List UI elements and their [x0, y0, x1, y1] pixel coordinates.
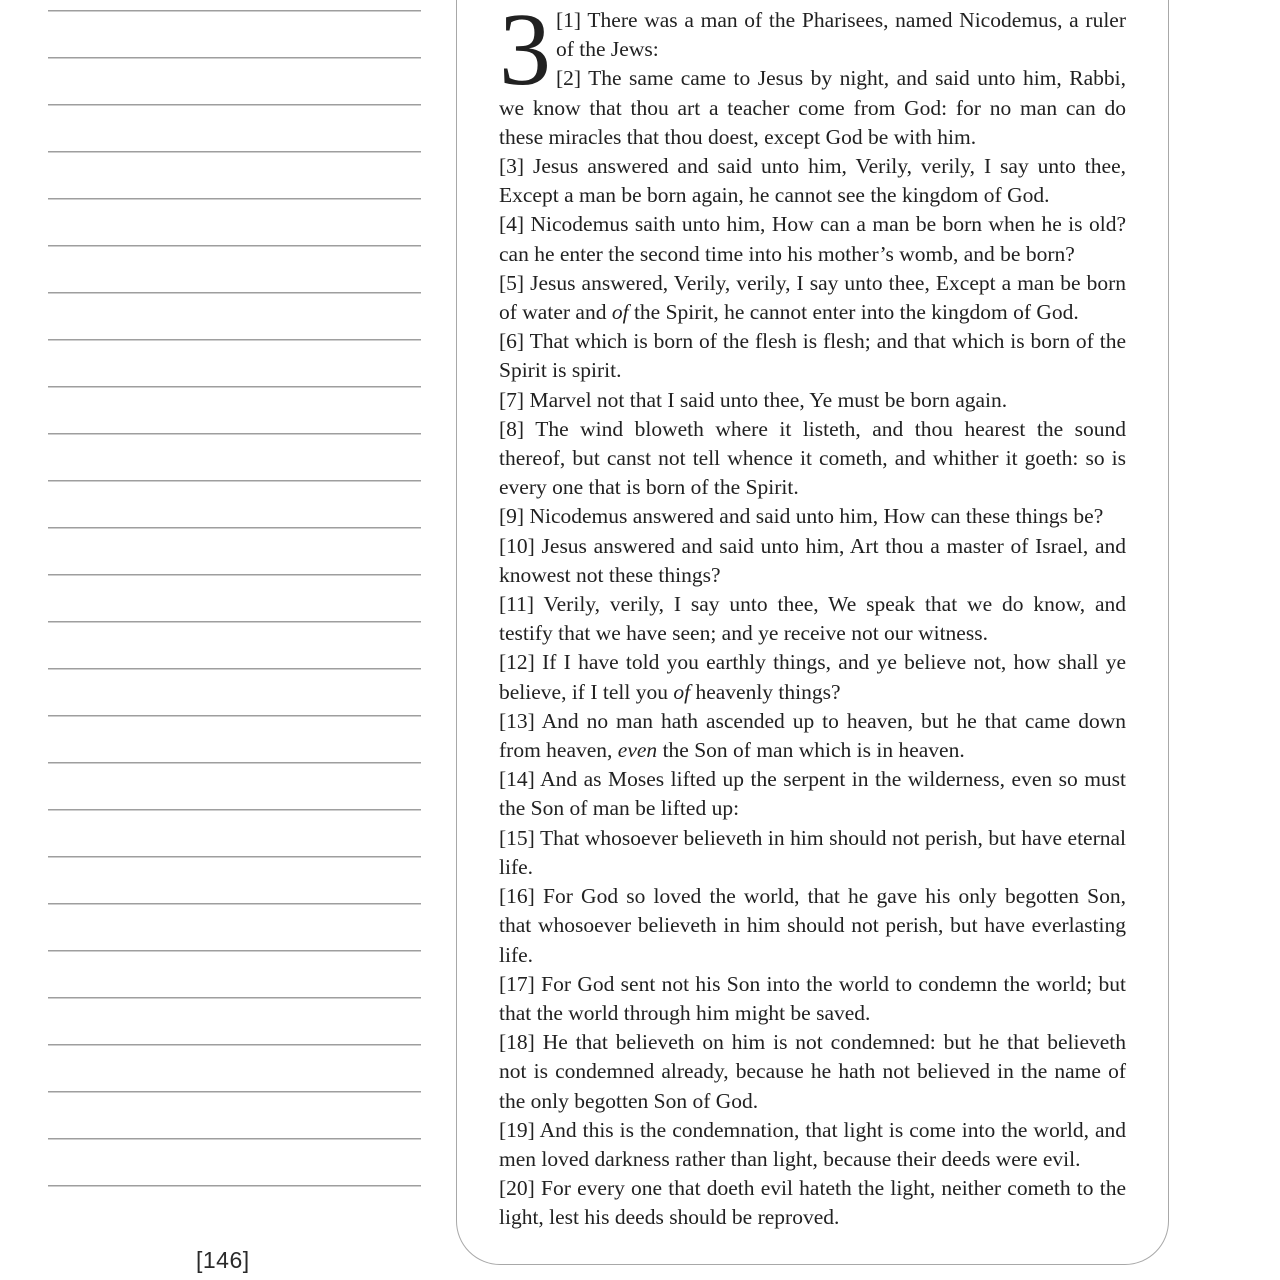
verse-number: [2]: [556, 66, 589, 91]
verse-19: [499, 1116, 1126, 1174]
verse-number: [11]: [499, 592, 544, 617]
verse-number: [10]: [499, 533, 542, 558]
verse-4: [499, 210, 1126, 268]
verse-text: Verily, verily, I say unto thee, We speak that we do know, and testify that we have seen; and ye receive not our witness.: [499, 592, 1126, 646]
page-number: [146]: [196, 1247, 250, 1273]
verse-1: [499, 0, 1126, 107]
verse-text: There was a man of the Pharisees, named Nicodemus, a ruler of the Jews:: [556, 8, 1126, 62]
verse-number: [3]: [499, 154, 533, 179]
verse-14: [499, 765, 1126, 823]
verse-text: The wind bloweth where it listeth, and thou hearest the sound thereof, but canst not tell whence it cometh, and whither it goeth: so is every one that is born of the Spirit.: [499, 416, 1126, 500]
verse-11: [499, 590, 1126, 648]
verse-5: [499, 269, 1126, 327]
verse-text: Nicodemus answered and said unto him, How can these things be?: [529, 504, 1104, 529]
verse-text: For God sent not his Son into the world to condemn the world; but that the world through him might be saved.: [499, 971, 1126, 1025]
notes-ruled-lines: [48, 10, 421, 1188]
verse-text: And no man hath ascended up to heaven, but he that came down from heaven,: [499, 708, 1126, 763]
verse-number: [13]: [499, 708, 542, 733]
verse-2: [499, 64, 1126, 152]
verse-number: [19]: [499, 1117, 540, 1142]
verse-20: [499, 1174, 1126, 1232]
verse-text: For God so loved the world, that he gave his only begotten Son, that whosoever believeth in him should not perish, but have everlasting life.: [499, 884, 1126, 967]
verse-text: He that believeth on him is not condemned: but he that believeth not is condemned already, because he hath not believed in the name of the only begotten Son of God.: [499, 1030, 1127, 1113]
verse-10: [499, 532, 1126, 590]
verse-number: [4]: [499, 212, 531, 237]
verse-text: heavenly things?: [690, 679, 841, 704]
verse-number: [15]: [499, 825, 540, 850]
verse-text: the Spirit, he cannot enter into the kingdom of God.: [628, 300, 1079, 325]
verse-12: [499, 648, 1126, 706]
verse-13: [499, 707, 1126, 765]
verse-text: And this is the condemnation, that light is come into the world, and men loved darkness rather than light, because their deeds were evil.: [499, 1117, 1126, 1171]
verse-text: For every one that doeth evil hateth the light, neither cometh to the light, lest his deeds should be reproved.: [499, 1176, 1126, 1230]
verse-text: Jesus answered, Verily, verily, I say unto thee, Except a man be born of water and: [499, 270, 1127, 325]
verse-text: Marvel not that I said unto thee, Ye must be born again.: [529, 387, 1008, 412]
verse-number: [1]: [556, 8, 588, 32]
verse-number: [18]: [499, 1030, 543, 1055]
verse-number: [8]: [499, 416, 536, 441]
verse-3: [499, 152, 1126, 210]
verse-text: That whosoever believeth in him should not perish, but have eternal life.: [499, 825, 1127, 879]
verse-italic-text: even: [617, 738, 658, 763]
verse-number: [14]: [499, 767, 541, 792]
verse-number: [12]: [499, 650, 543, 675]
verse-number: [7]: [499, 387, 530, 412]
verse-text: Jesus answered and said unto him, Art thou a master of Israel, and knowest not these things?: [499, 533, 1126, 587]
verse-text: The same came to Jesus by night, and said unto him, Rabbi, we know that thou art a teacher come from God: for no man can do these miracles that thou doest, except God be with him.: [499, 66, 1126, 149]
verse-number: [20]: [499, 1176, 542, 1201]
verse-text: And as Moses lifted up the serpent in the wilderness, even so must the Son of man be lifted up:: [499, 767, 1127, 821]
verse-number: [6]: [499, 329, 530, 354]
verse-text: Nicodemus saith unto him, How can a man be born when he is old? can he enter the second time into his mother’s womb, and be born?: [499, 212, 1126, 266]
verse-8: [499, 415, 1126, 503]
chapter-number-dropcap: 3: [499, 0, 551, 107]
verse-italic-text: of: [673, 679, 691, 704]
verse-text: That which is born of the flesh is flesh; and that which is born of the Spirit is spirit.: [499, 329, 1126, 383]
verse-16: [499, 882, 1126, 970]
verse-number: [9]: [499, 504, 530, 529]
verse-6: [499, 327, 1126, 385]
verse-7: [499, 386, 1126, 415]
verse-number: [17]: [499, 971, 542, 996]
verse-17: [499, 970, 1126, 1028]
scripture-text: [499, 0, 1127, 1233]
verse-9: [499, 502, 1126, 531]
verse-number: [5]: [499, 270, 531, 295]
verse-text: If I have told you earthly things, and ye believe not, how shall ye believe, if I tell you: [499, 650, 1126, 704]
verse-text: Jesus answered and said unto him, Verily, verily, I say unto thee, Except a man be born again, he cannot see the kingdom of God.: [499, 154, 1126, 208]
verse-18: [499, 1028, 1126, 1116]
verse-italic-text: of: [611, 300, 629, 325]
verse-text: the Son of man which is in heaven.: [657, 738, 965, 763]
verse-number: [16]: [499, 884, 543, 909]
verse-15: [499, 824, 1126, 882]
